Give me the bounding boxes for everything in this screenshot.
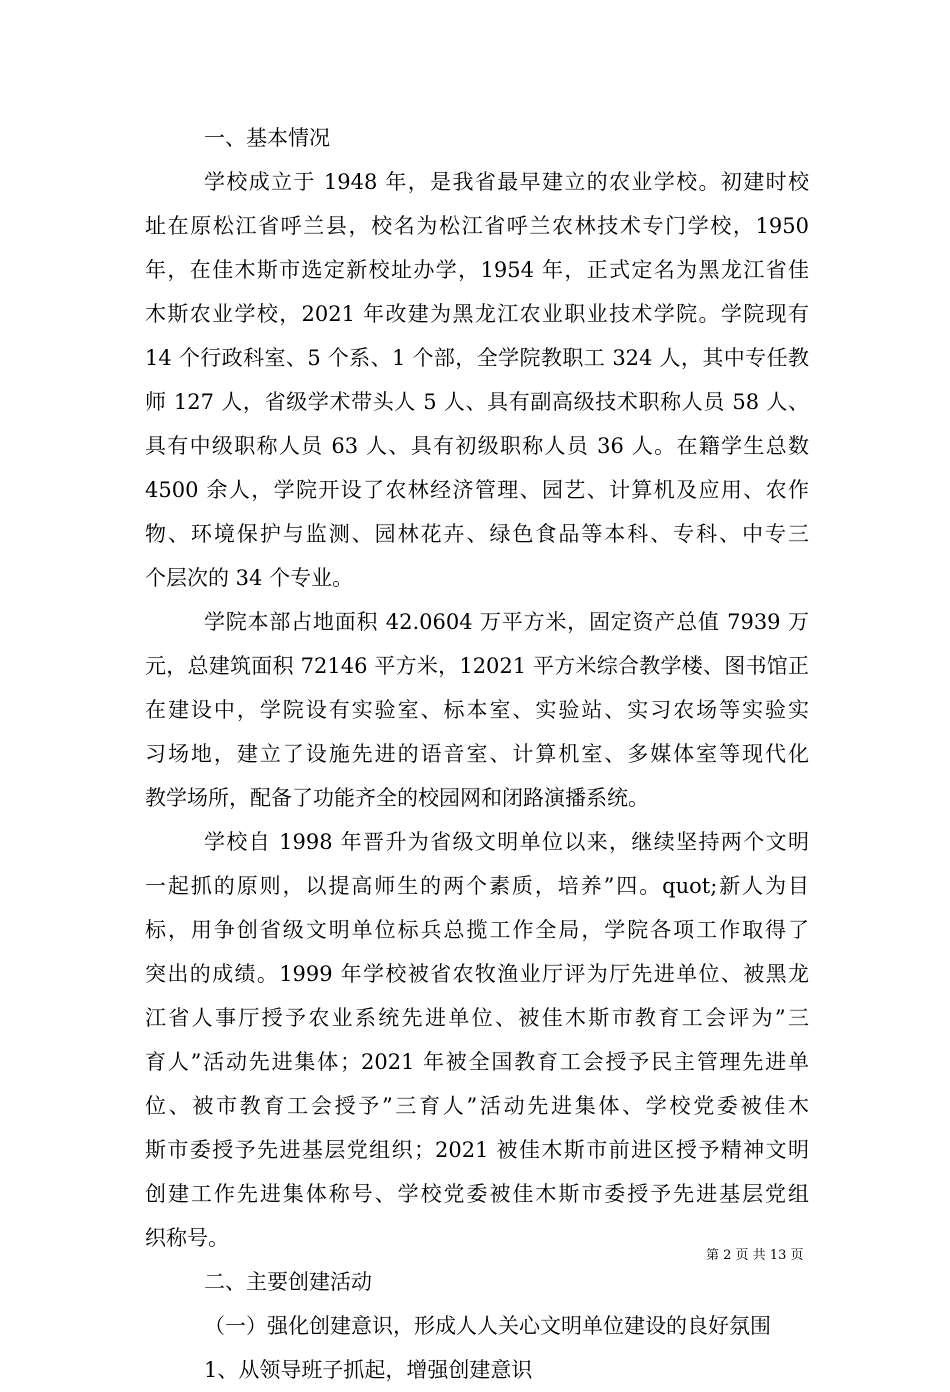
text-line: 个层次的 34 个专业。: [145, 566, 354, 590]
paragraph-campus-facilities: [145, 600, 809, 820]
text-line: 木斯农业学校，2021 年改建为黑龙江农业职业技术学院。学院现有: [145, 302, 809, 326]
text-line: 育人”活动先进集体；2021 年被全国教育工会授予民主管理先进单: [145, 1050, 809, 1074]
text-line: 一起抓的原则，以提高师生的两个素质，培养”四。quot;新人为目: [145, 874, 809, 898]
text-line: 斯市委授予先进基层党组织；2021 被佳木斯市前进区授予精神文明: [145, 1138, 809, 1162]
text-line: 具有中级职称人员 63 人、具有初级职称人员 36 人。在籍学生总数: [145, 434, 809, 458]
section-heading-basic-info: 一、基本情况: [204, 126, 330, 150]
text-line: 学院本部占地面积 42.0604 万平方米，固定资产总值 7939 万: [204, 610, 809, 634]
text-line: 址在原松江省呼兰县，校名为松江省呼兰农林技术专门学校，1950: [145, 214, 809, 238]
subsection-heading-awareness: （一）强化创建意识，形成人人关心文明单位建设的良好氛围: [204, 1314, 771, 1338]
paragraph-school-history: [145, 160, 809, 600]
page-number-footer: 第 2 页 共 13 页: [706, 1248, 804, 1263]
text-line: 习场地，建立了设施先进的语音室、计算机室、多媒体室等现代化: [145, 742, 809, 766]
text-line: 14 个行政科室、5 个系、1 个部，全学院教职工 324 人，其中专任教: [145, 346, 809, 370]
text-line: 江省人事厅授予农业系统先进单位、被佳木斯市教育工会评为”三: [145, 1006, 809, 1030]
text-line: 标，用争创省级文明单位标兵总揽工作全局，学院各项工作取得了: [145, 918, 809, 942]
text-line: 突出的成绩。1999 年学校被省农牧渔业厅评为厅先进单位、被黑龙: [145, 962, 809, 986]
text-line: 教学场所，配备了功能齐全的校园网和闭路演播系统。: [145, 786, 649, 810]
text-line: 物、环境保护与监测、园林花卉、绿色食品等本科、专科、中专三: [145, 522, 809, 546]
text-line: 年，在佳木斯市选定新校址办学，1954 年，正式定名为黑龙江省佳: [145, 258, 809, 282]
text-line: 位、被市教育工会授予”三育人”活动先进集体、学校党委被佳木: [145, 1094, 809, 1118]
text-line: 学校自 1998 年晋升为省级文明单位以来，继续坚持两个文明: [204, 830, 809, 854]
paragraph-achievements: [145, 820, 809, 1260]
document-body: [145, 116, 809, 1392]
text-line: 4500 余人，学院开设了农林经济管理、园艺、计算机及应用、农作: [145, 478, 809, 502]
section-heading-main-activities: 二、主要创建活动: [204, 1270, 372, 1294]
text-line: 在建设中，学院设有实验室、标本室、实验站、实习农场等实验实: [145, 698, 809, 722]
text-line: 织称号。: [145, 1226, 229, 1250]
text-line: 学校成立于 1948 年，是我省最早建立的农业学校。初建时校: [204, 170, 809, 194]
text-line: 元，总建筑面积 72146 平方米，12021 平方米综合教学楼、图书馆正: [145, 654, 809, 678]
text-line: 创建工作先进集体称号、学校党委被佳木斯市委授予先进基层党组: [145, 1182, 809, 1206]
subsection-heading-leadership: 1、从领导班子抓起，增强创建意识: [204, 1358, 533, 1382]
text-line: 师 127 人，省级学术带头人 5 人、具有副高级技术职称人员 58 人、: [145, 390, 809, 414]
